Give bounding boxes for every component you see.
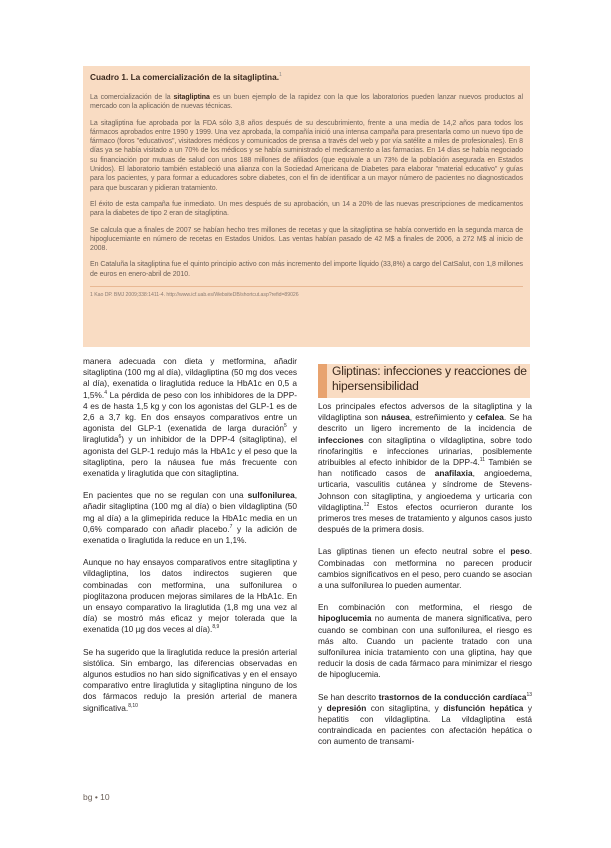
body-paragraph: Los principales efectos adversos de la sitagliptina y la vildagliptina son náusea, estreñimiento y cefalea. Se ha descrito un ligero incremento de la incidencia de infecciones con sitagliptina o vildagliptina, sobre todo rinofaringitis e infecciones urinarias, posiblemente atribuibles al efecto inhibidor de la DPP-4.11 También se han notificado casos de anafilaxia, angioedema, urticaria, vasculitis cutánea y síndrome de Stevens-Johnson con sitagliptina, y angioedema y urticaria con vildagliptina.$^{12}$ Estos efectos ocurrieron durante los primeros tres meses de tratamiento y algunos casos justo después de la primera dosis. (318, 401, 532, 535)
box-title: Cuadro 1. La comercialización de la sitagliptina.$^1$ (90, 72, 282, 82)
box-paragraph: La comercialización de la sitagliptina es un buen ejemplo de la rapidez con la que los laboratorios pueden lanzar nuevos productos al mercado con la aplicación de nuevas técnicas. (90, 94, 523, 111)
section-heading: Gliptinas: infecciones y reacciones de hipersensibilidad (332, 364, 527, 394)
box-paragraph: En Cataluña la sitagliptina fue el quinto principio activo con más incremento del importe líquido (33,8%) a cargo del CatSalut, con 1,8 millones de euros en enero-abril de 2010. (90, 261, 523, 278)
body-paragraph: Se ha sugerido que la liraglutida reduce la presión arterial sistólica. Sin embargo, las diferencias observadas en algunos estudios no han sido significativas y en el ensayo comparativo entre liraglutida y sitagliptina ninguno de los dos fármacos redujo la presión arterial de manera significativa.$^{8,10}$ (83, 646, 297, 713)
section-heading-box (318, 364, 530, 398)
box-footnote: 1 Kao DP. BMJ 2009;338:1411-4. http://www.icf.uab.es/WebsiteDB/shortcut.asp?refid=89026 (90, 292, 299, 299)
box-paragraph: La sitagliptina fue aprobada por la FDA sólo 3,8 años después de su descubrimiento, frente a una media de 14,2 años para todos los fármacos aprobados entre 1990 y 1999. Una vez aprobada, la compañía inició una intensa campaña para presentarla como un nuevo tipo de fármaco (foros "educativos", visitadores médicos y comunicados de prensa a través del web y por vía satélite a miles de profesionales). En 8 días ya se había visitado a un 70% de los médicos y se había suministrado el medicamento a las farmacias. En 14 días se había negociado su financiación por mutuas de salud con unos 188 millones de afiliados (que equivale a un 73% de la población asegurada en Estados Unidos). El laboratorio también estableció una alianza con la Sociedad Americana de Diabetes para elaborar "material educativo" y guías para los pacientes, y para formar a educadores sobre diabetes, con el fin de identificar a un mayor número de pacientes no diagnosticados para que buscaran y pidieran tratamiento. (90, 119, 523, 192)
box-paragraph: Se calcula que a finales de 2007 se habían hecho tres millones de recetas y que la sitagliptina se había convertido en la segunda marca de hipoglucemiante en número de recetas en Estados Unidos. Las ventas habían pasado de 42 M$ a finales de 2006, a 272 M$ al inicio de 2008. (90, 226, 523, 253)
body-paragraph: Se han descrito trastornos de la conducción cardíaca$^{13}$ y depresión con sitagliptina, y disfunción hepática y hepatitis con vildagliptina. La vildagliptina está contraindicada en pacientes con afectación hepática o con aumento de transami- (318, 691, 532, 747)
body-paragraph: Las gliptinas tienen un efecto neutral sobre el peso. Combinadas con metformina no parecen producir cambios significativos en el peso, pero cuando se asocian a una sulfonilurea lo pueden aumentar. (318, 546, 532, 591)
box-divider (90, 286, 523, 287)
body-paragraph: En pacientes que no se regulan con una sulfonilurea, añadir sitagliptina (100 mg al día) o bien vildagliptina (50 mg al día) a la glimepirida reduce la HbA1c media en un 0,6% comparado con añadir placebo.$^7$ y la adición de exenatida o liraglutida la reduce en un 1,1%. (83, 490, 297, 546)
body-paragraph: Aunque no hay ensayos comparativos entre sitagliptina y vildagliptina, los datos indirectos sugieren que combinadas con metformina, una sulfonilurea o pioglitazona producen mejoras similares de la HbA1c. En un ensayo comparativo la liraglutida (1,8 mg una vez al día) se mostró más eficaz y mejor tolerada que la exenatida (10 µg dos veces al día).$^{8,9}$ (83, 557, 297, 635)
body-paragraph: manera adecuada con dieta y metformina, añadir sitagliptina (100 mg al día), vildagliptina (50 mg dos veces al día), exenatida o liraglutida reduce la HbA1c en 0,5 a 1,5%.$^4$ La pérdida de peso con los inhibidores de la DPP-4 es de hasta 1,5 kg y con los agonistas del GLP-1 es de 2,6 a 3,7 kg. En dos ensayos comparativos entre un agonista del GLP-1 (exenatida de larga duración$^5$ y liraglutida$^6$) y un inhibidor de la DPP-4 (sitagliptina), el agonista del GLP-1 redujo más la HbA1c y el peso que la sitagliptina, pero la náusea fue más frecuente con exenatida y liraglutida que con sitagliptina. (83, 356, 297, 479)
box-paragraph: El éxito de esta campaña fue inmediato. Un mes después de su aprobación, un 14 a 20% de las nuevas prescripciones de medicamentos para la diabetes de tipo 2 eran de sitagliptina. (90, 200, 523, 218)
section-accent-bar (318, 364, 327, 398)
left-column (83, 356, 297, 725)
page-number: bg • 10 (83, 792, 110, 802)
sidebar-box (83, 66, 530, 347)
body-paragraph: En combinación con metformina, el riesgo de hipoglucemia no aumenta de manera significativa, pero cuando se combinan con una sulfonilurea, el riesgo es más alto. Cuando un paciente tratado con una sulfonilurea inicia tratamiento con una gliptina, hay que reducir la dosis de cada fármaco para minimizar el riesgo de hipoglucemia. (318, 602, 532, 680)
right-column (318, 401, 532, 759)
